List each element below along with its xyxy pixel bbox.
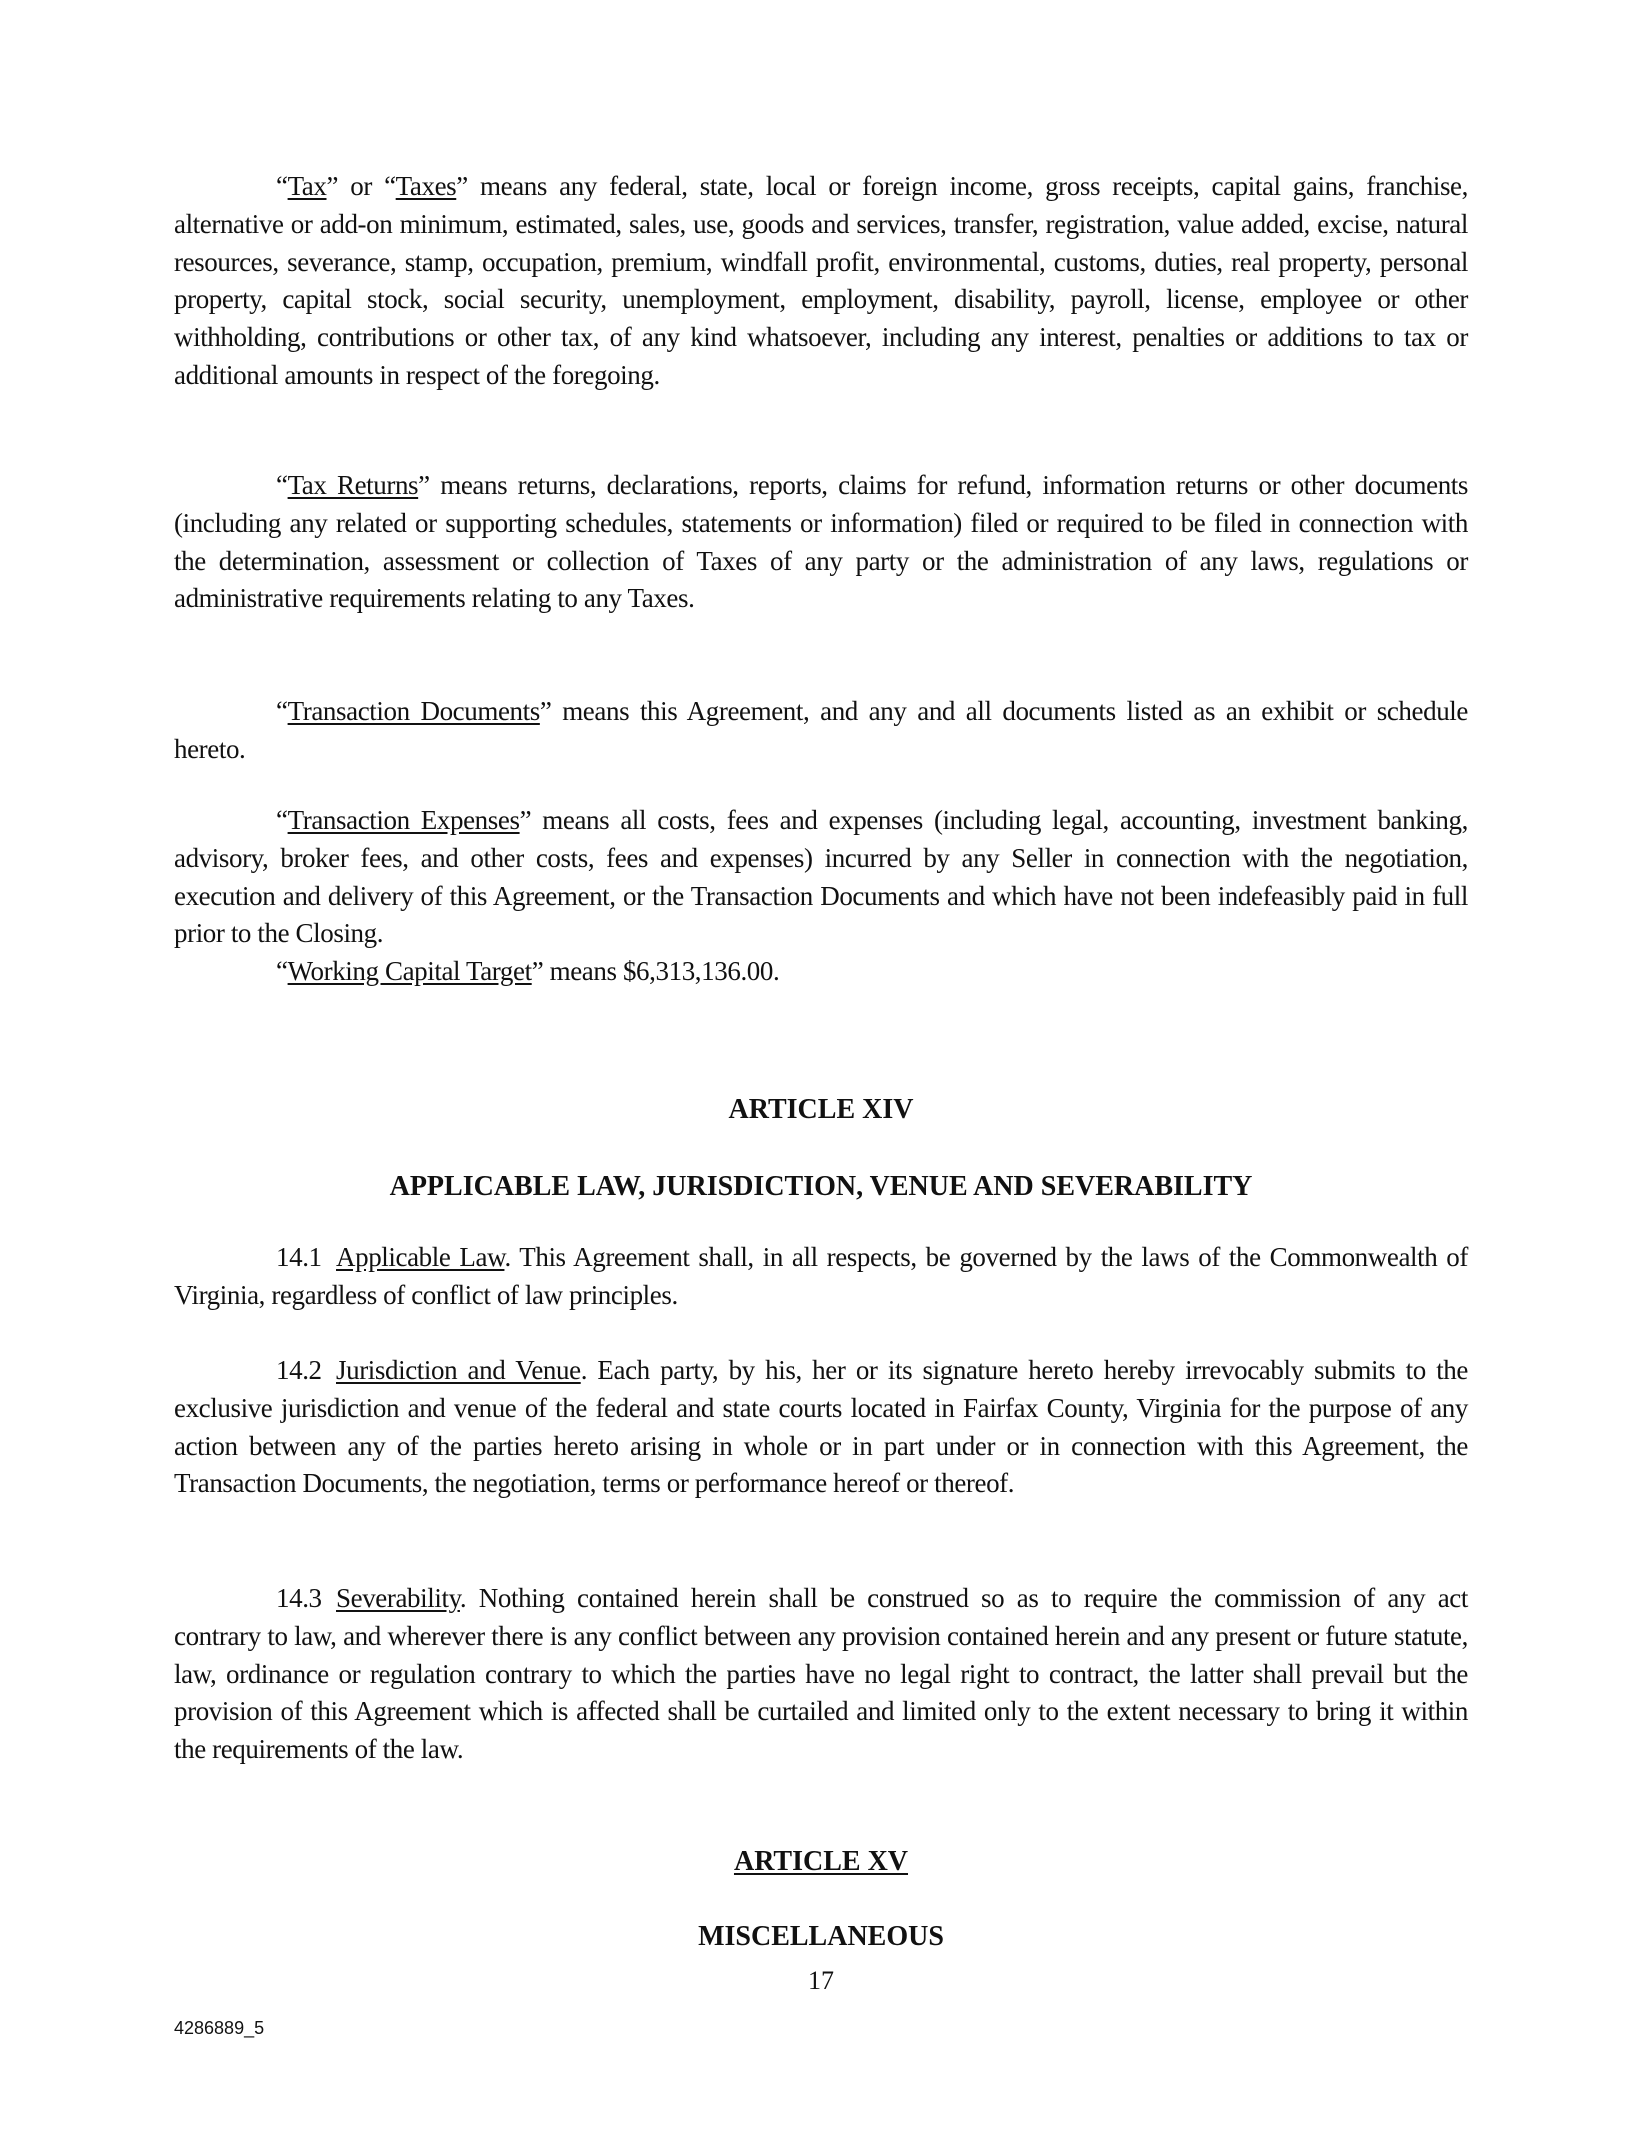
document-id: 4286889_5 — [174, 2018, 265, 2038]
definition-transaction-documents — [174, 693, 1468, 769]
article-14-label: ARTICLE XIV — [728, 1094, 914, 1125]
definition-text: ” means returns, declarations, reports, claims for refund, information returns or other documents (including any related or supporting schedules, statements or information) filed or required to be filed in connection with the determination, assessment or collection of Taxes of any party or the administration of any laws, regulations or administrative requirements relating to any Taxes. — [174, 470, 1468, 614]
article-15-label — [174, 1846, 1468, 1878]
defined-term: Transaction Documents — [287, 696, 540, 726]
definition-tax-returns — [174, 467, 1468, 618]
quote: ” or “ — [326, 171, 396, 201]
section-text: . Nothing contained herein shall be construed so as to require the commission of any act contrary to law, and wherever there is any conflict between any provision contained herein and any present or future statute, law, ordinance or regulation contrary to which the parties have no legal right to contract, the latter shall prevail but the provision of this Agreement which is affected shall be curtailed and limited only to the extent necessary to bring it within the requirements of the law. — [174, 1583, 1468, 1765]
definition-taxes — [174, 168, 1468, 395]
article-14-title: APPLICABLE LAW, JURISDICTION, VENUE AND SEVERABILITY — [389, 1171, 1253, 1202]
section-14-3 — [174, 1580, 1468, 1769]
quote: “ — [276, 171, 288, 201]
definition-text: ” means this Agreement, and any and all documents listed as an exhibit or schedule hereto. — [174, 696, 1468, 764]
definition-working-capital-target — [174, 953, 1468, 991]
quote: “ — [276, 956, 288, 986]
article-15-title: MISCELLANEOUS — [698, 1921, 944, 1952]
defined-term: Taxes — [395, 171, 457, 201]
section-text: . Each party, by his, her or its signature hereto hereby irrevocably submits to the exclusive jurisdiction and venue of the federal and state courts located in Fairfax County, Virginia for the purpose of any action between any of the parties hereto arising in whole or in part under or in connection with this Agreement, the Transaction Documents, the negotiation, terms or performance hereof or thereof. — [174, 1355, 1468, 1499]
quote: “ — [276, 805, 288, 835]
quote: “ — [276, 470, 288, 500]
page-number: 17 — [808, 1966, 834, 1995]
definition-text: ” means $6,313,136.00. — [531, 956, 780, 986]
section-number: 14.3 — [276, 1583, 322, 1613]
defined-term: Transaction Expenses — [287, 805, 520, 835]
definition-transaction-expenses — [174, 802, 1468, 953]
section-title: Jurisdiction and Venue — [336, 1355, 581, 1385]
quote: “ — [276, 696, 288, 726]
section-14-2 — [174, 1352, 1468, 1503]
section-number: 14.2 — [276, 1355, 322, 1385]
section-14-1 — [174, 1239, 1468, 1315]
article-15-label-text: ARTICLE XV — [733, 1846, 909, 1877]
definition-text: ” means any federal, state, local or foreign income, gross receipts, capital gains, franchise, alternative or add-on minimum, estimated, sales, use, goods and services, transfer, registration, value added, excise, natural resources, severance, stamp, occupation, premium, windfall profit, environmental, customs, duties, real property, personal property, capital stock, social security, unemployment, employment, disability, payroll, license, employee or other withholding, contributions or other tax, of any kind whatsoever, including any interest, penalties or additions to tax or additional amounts in respect of the foregoing. — [174, 171, 1468, 390]
section-number: 14.1 — [276, 1242, 322, 1272]
section-title: Severability — [336, 1583, 460, 1613]
section-title: Applicable Law — [336, 1242, 505, 1272]
defined-term: Working Capital Target — [287, 956, 532, 986]
section-text: . This Agreement shall, in all respects, be governed by the laws of the Commonwealth of Virginia, regardless of conflict of law principles. — [174, 1242, 1468, 1310]
defined-term: Tax — [287, 171, 327, 201]
definition-text: ” means all costs, fees and expenses (including legal, accounting, investment banking, advisory, broker fees, and other costs, fees and expenses) incurred by any Seller in connection with the negotiation, execution and delivery of this Agreement, or the Transaction Documents and which have not been indefeasibly paid in full prior to the Closing. — [174, 805, 1468, 949]
defined-term: Tax Returns — [287, 470, 419, 500]
